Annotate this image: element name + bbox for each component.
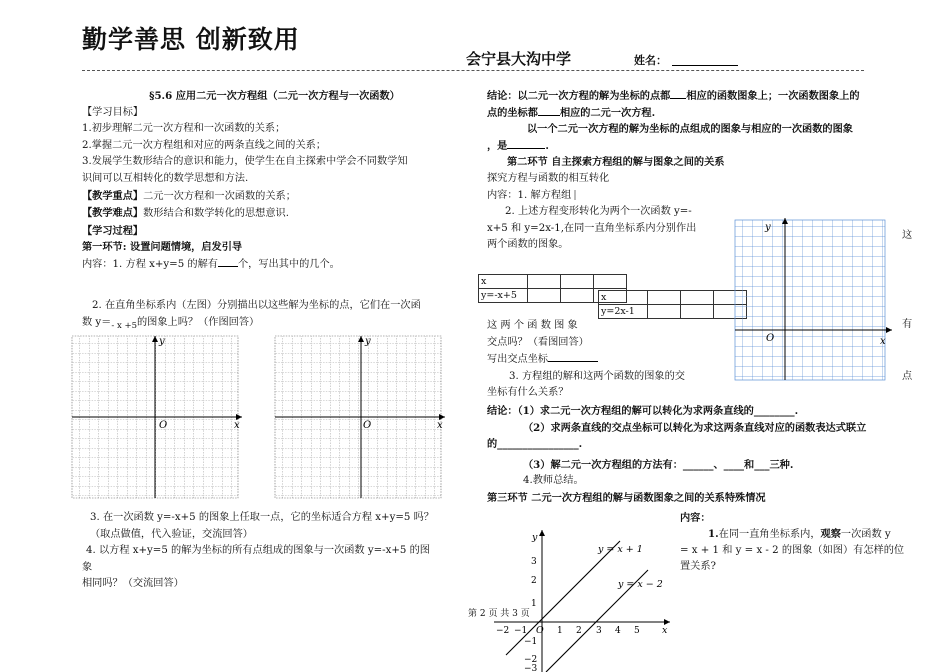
section-3-q1a: 1.在同一直角坐标系内，观察一次函数 y	[708, 528, 891, 540]
grid2-origin: O	[363, 420, 372, 431]
key-text: 二元一次方程和一次函数的关系；	[143, 190, 296, 202]
content-3a: 3. 方程组的解和这两个函数的图象的交	[509, 370, 685, 382]
ytick-neg2: −2	[524, 655, 538, 665]
right-column-conclusions	[487, 403, 917, 507]
goal-1: 1.初步理解二元一次方程和一次函数的关系；	[82, 123, 286, 135]
question-2a: 2. 在直角坐标系内（左图）分别描出以这些解为坐标的点，它们在一次函	[92, 300, 421, 311]
parallel-lines-graph	[488, 526, 676, 672]
graph-origin: O	[536, 625, 544, 636]
conclusion-4b: 的________________.	[487, 438, 583, 451]
t2-row2-label: y=2x-1	[599, 305, 648, 319]
conclusion-2b: ，是 .	[487, 139, 549, 152]
name-label: 姓名：	[634, 54, 667, 67]
grid1-x-label: x	[234, 420, 240, 431]
grid3-origin: O	[766, 333, 775, 344]
graph-x-label: x	[662, 625, 668, 636]
questions-3-4	[82, 510, 467, 593]
grid3-y-label: y	[765, 222, 771, 233]
goal-3b: 识间可以互相转化的数学思想和方法.	[82, 172, 249, 184]
xtick-3: 3	[596, 626, 602, 636]
section-2-title: 第二环节 自主探索方程组的解与图象之间的关系	[507, 156, 725, 169]
conclusion-3: 结论：（1）求二元一次方程组的解可以转化为求两条直线的________.	[487, 405, 799, 417]
xtick-2: 2	[576, 626, 582, 636]
grid3-x-label: x	[880, 336, 886, 347]
goal-3a: 3.发展学生数形结合的意识和能力，使学生在自主探索中学会不同数学知	[82, 156, 408, 168]
difficulty-heading: 【教学难点】	[82, 207, 144, 220]
content-3b: 坐标有什么关系？	[487, 387, 569, 399]
concl1-blank-1[interactable]	[670, 88, 686, 99]
ytick-2: 2	[531, 576, 537, 586]
graph-y-label: y	[532, 532, 538, 543]
system-brace	[574, 190, 620, 200]
grid-left-1[interactable]	[70, 334, 245, 500]
difficulty-text: 数形结合和数学转化的思想意识.	[143, 208, 289, 220]
goals-heading: 【学习目标】	[82, 106, 144, 118]
question-2b: 数 $y=_{- x +5}$的图象上吗？（作图回答）	[82, 316, 260, 331]
content-2e: 交点吗？（看图回答）	[487, 336, 589, 348]
grid-right[interactable]	[732, 216, 897, 384]
grid-left-2[interactable]	[273, 334, 448, 500]
tail-1: 这	[902, 230, 913, 241]
grid1-origin: O	[159, 420, 168, 431]
question-3b: （取点做值，代入验证，交流回答）	[90, 528, 253, 540]
question-4c: 相同吗？（交流回答）	[82, 578, 184, 590]
content-2f: 写出交点坐标	[487, 351, 737, 369]
goal-2: 2.掌握二元一次方程组和对应的两条直线之间的关系；	[82, 139, 327, 151]
lesson-title: §5.6 应用二元一次方程组（二元一次方程与一次函数）	[149, 90, 400, 102]
content-2a: 2. 上述方程变形转化为两个一次函数 y=-	[505, 206, 692, 218]
grid2-y-label: y	[365, 336, 371, 347]
section-3-content	[680, 510, 918, 575]
section-1-title: 第一环节: 设置问题情境，启发引导	[82, 241, 243, 254]
content-2b: x+5 和 y=2x-1,在同一直角坐标系内分别作出	[487, 222, 697, 234]
xtick-5: 5	[634, 626, 640, 636]
ytick-neg3: −3	[524, 664, 538, 672]
ytick-1: 1	[531, 599, 537, 609]
xtick-neg1: −1	[514, 626, 528, 636]
grid1-y-label: y	[159, 336, 165, 347]
question-1: 内容：1. 方程 x+y=5 的解有 个，写出其中的几个。	[82, 256, 467, 274]
conclusion-5: （3）解二元一次方程组的方法有：______、____和___三种.	[523, 458, 794, 471]
q1-blank[interactable]	[218, 256, 238, 267]
table-y-2x-minus-1[interactable]	[598, 290, 747, 319]
page-footer: 第 2 页 共 3 页	[468, 609, 530, 619]
motto: 勤学善思 创新致用	[82, 25, 300, 54]
process-heading: 【学习过程】	[82, 224, 144, 237]
xtick-1: 1	[557, 626, 563, 636]
question-4b: 象	[82, 561, 93, 573]
ytick-neg1: −1	[524, 637, 538, 647]
content-heading: 内容：	[680, 512, 711, 524]
line2-label: y = x − 2	[618, 579, 663, 590]
line1-label: y = x + 1	[598, 544, 643, 555]
content-2d: 这 两 个 函 数 图 象	[487, 320, 578, 331]
name-field-line[interactable]	[672, 64, 738, 66]
question-2-block	[82, 298, 467, 334]
section-3-q1c: 置关系?	[680, 561, 717, 572]
content-2c: 两个函数的图象。	[487, 239, 569, 251]
tail-3: 点	[902, 371, 913, 382]
intersection-blank[interactable]	[548, 351, 598, 362]
difficulty	[82, 205, 467, 223]
section-3-title: 第三环节 二元一次方程组的解与函数图象之间的关系特殊情况	[487, 491, 766, 504]
key-heading: 【教学重点】	[82, 189, 144, 202]
tail-2: 有	[902, 319, 913, 330]
xtick-4: 4	[615, 626, 621, 636]
conclusion-2a: 以一个二元一次方程的解为坐标的点组成的图象与相应的一次函数的图象	[527, 123, 853, 136]
conclusion-1a: 结论：以二元一次方程的解为坐标的点都 相应的函数图象上；一次函数图象上的	[487, 90, 860, 102]
grid2-x-label: x	[437, 420, 443, 431]
conclusion-1b: 点的坐标都 相应的二元一次方程.	[487, 106, 656, 119]
t1-row2-label: y=-x+5	[479, 289, 528, 303]
concl1-blank-2[interactable]	[538, 105, 560, 116]
section-3-q1b: = x + 1 和 y = x - 2 的图象（如图）有怎样的位	[680, 545, 905, 556]
right-column-mid	[487, 318, 737, 402]
concl2-blank[interactable]	[507, 138, 545, 149]
question-4a: 4. 以方程 x+y=5 的解为坐标的所有点组成的图象与一次函数 y=-x+5 的图	[86, 545, 430, 557]
left-column	[82, 88, 467, 274]
explore-line: 探究方程与函数的相互转化	[487, 172, 610, 184]
t1-row1-label: x	[479, 275, 528, 289]
conclusion-4a: （2）求两条直线的交点坐标可以转化为求这两条直线对应的函数表达式联立	[523, 421, 867, 434]
t2-row1-label: x	[599, 291, 648, 305]
teacher-summary: 4.教师总结。	[523, 475, 584, 487]
key-point	[82, 188, 467, 206]
school-name: 会宁县大沟中学	[466, 50, 572, 68]
header-divider	[82, 70, 864, 71]
question-3a: 3. 在一次函数 y=-x+5 的图象上任取一点，它的坐标适合方程 x+y=5 吗？	[90, 512, 434, 523]
ytick-3: 3	[531, 557, 537, 567]
q2-expr: - x +5	[111, 320, 137, 331]
content-1: 内容：1. 解方程组	[487, 188, 917, 205]
xtick-neg2: −2	[496, 626, 510, 636]
